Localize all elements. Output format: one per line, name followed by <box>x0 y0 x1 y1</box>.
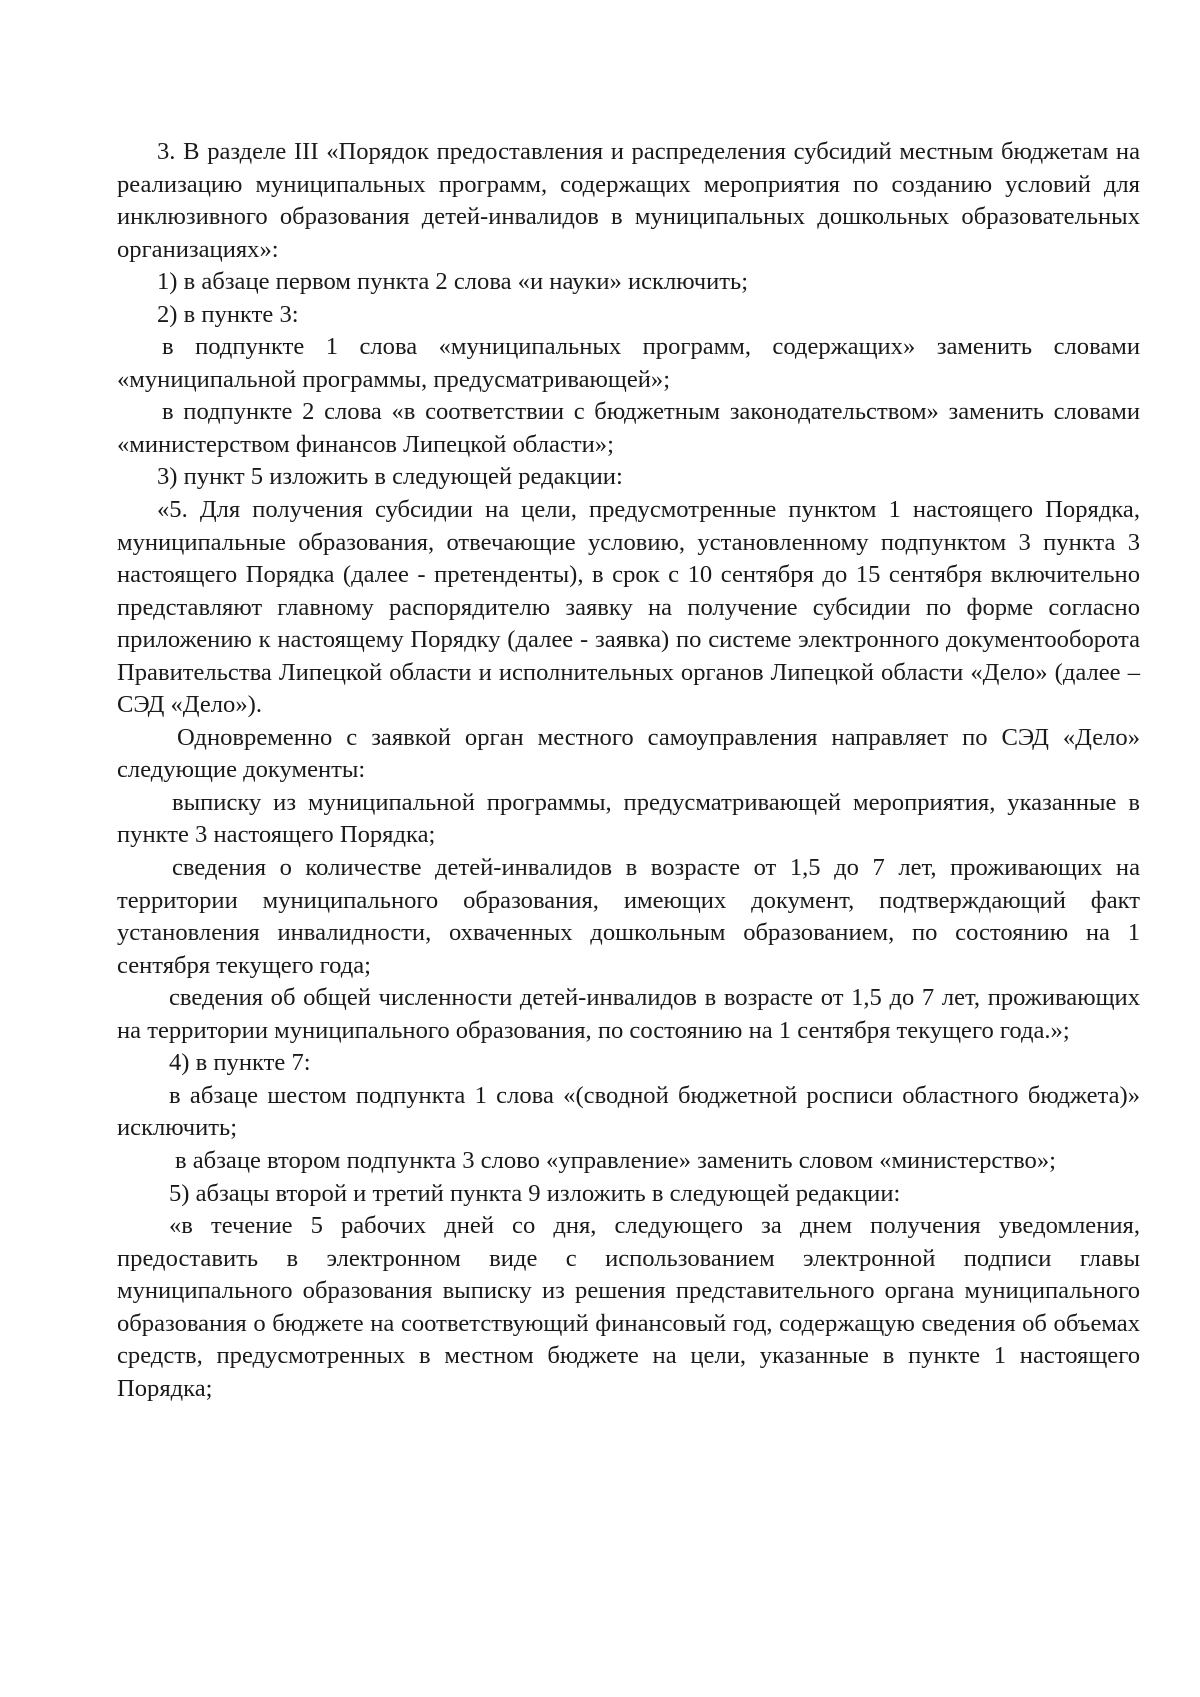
paragraph-section-3-heading: 3. В разделе III «Порядок предоставления и распределения субсидий местным бюджетам на реализацию муниципальных программ, содержащих мероприятия по созданию условий для инклюзивного образования детей-инвалидов в муниципальных дошкольных образовательных организациях»: <box>117 138 1140 263</box>
paragraph-info-count: сведения о количестве детей-инвалидов в возрасте от 1,5 до 7 лет, проживающих на территории муниципального образования, имеющих документ, подтверждающий факт установления инвалидности, охваченных дошкольным образованием, по состоянию на 1 сентября текущего года; <box>117 854 1140 979</box>
paragraph-within-5-days: «в течение 5 рабочих дней со дня, следующего за днем получения уведомления, предоставить в электронном виде с использованием электронной подписи главы муниципального образования выписку из решения представительного органа муниципального образования о бюджете на соответствующий финансовый год, содержащую сведения об объемах средств, предусмотренных в местном бюджете на цели, указанные в пункте 1 настоящего Порядка; <box>117 1212 1140 1402</box>
paragraph-item-2: 2) в пункте 3: <box>157 300 299 328</box>
paragraph-point-5: «5. Для получения субсидии на цели, предусмотренные пунктом 1 настоящего Порядка, муниципальные образования, отвечающие условию, установленному подпунктом 3 пункта 3 настоящего Порядка (далее - претенденты), в срок с 10 сентября до 15 сентября включительно представляют главному распорядителю заявку на получение субсидии по форме согласно приложению к настоящему Порядку (далее - заявка) по системе электронного документооборота Правительства Липецкой области и исполнительных органов Липецкой области «Дело» (далее – СЭД «Дело»). <box>117 496 1140 719</box>
paragraph-subitem-2: в подпункте 2 слова «в соответствии с бюджетным законодательством» заменить словами «министерством финансов Липецкой области»; <box>117 398 1140 458</box>
paragraph-item-5: 5) абзацы второй и третий пункта 9 изложить в следующей редакции: <box>169 1179 901 1207</box>
paragraph-item-3: 3) пункт 5 изложить в следующей редакции: <box>157 463 623 491</box>
paragraph-info-total: сведения об общей численности детей-инвалидов в возрасте от 1,5 до 7 лет, проживающих на территории муниципального образования, по состоянию на 1 сентября текущего года.»; <box>117 984 1140 1044</box>
paragraph-simultaneously: Одновременно с заявкой орган местного самоуправления направляет по СЭД «Дело» следующие документы: <box>117 723 1140 784</box>
paragraph-item-4: 4) в пункте 7: <box>169 1049 311 1077</box>
paragraph-sub-sixth: в абзаце шестом подпункта 1 слова «(сводной бюджетной росписи областного бюджета)» исключить; <box>117 1081 1140 1142</box>
document-body <box>117 136 1140 1405</box>
paragraph-item-1: 1) в абзаце первом пункта 2 слова «и науки» исключить; <box>157 268 749 296</box>
paragraph-extract: выписку из муниципальной программы, предусматривающей мероприятия, указанные в пункте 3 настоящего Порядка; <box>117 788 1140 849</box>
paragraph-subitem-1: в подпункте 1 слова «муниципальных программ, содержащих» заменить словами «муниципальной программы, предусматривающей»; <box>117 333 1140 393</box>
paragraph-sub-second: в абзаце втором подпункта 3 слово «управление» заменить словом «министерство»; <box>175 1146 1056 1174</box>
